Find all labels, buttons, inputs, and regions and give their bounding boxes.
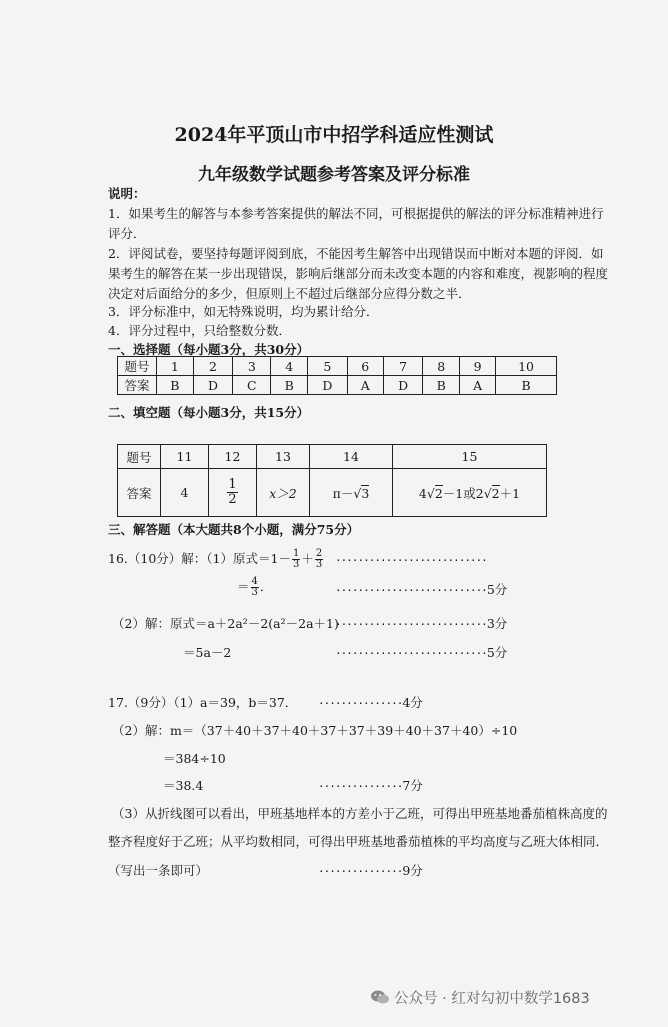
q17-part2-line3: ＝38.4 xyxy=(163,778,204,793)
answer-13: x＞2 xyxy=(257,469,310,517)
note-line: 决定对后面给分的多少，但原则上不超过后继部分应得分数之半． xyxy=(108,286,471,301)
q16-score-line: ··························· xyxy=(335,554,487,567)
answer-cell: D xyxy=(383,376,423,395)
answer-cell: B xyxy=(157,376,194,395)
notes-heading: 说明： xyxy=(108,186,146,201)
q17-score-line: ···············7分 xyxy=(318,778,423,793)
sqrt-icon: √ xyxy=(353,485,362,501)
question-number: 2 xyxy=(193,357,233,376)
question-number: 10 xyxy=(496,357,557,376)
q17-part2-line1: （2）解：m＝（37＋40＋37＋40＋37＋37＋39＋40＋37＋40）÷10 xyxy=(112,723,518,738)
q16-score-line: ···························3分 xyxy=(335,616,508,631)
answer-cell: A xyxy=(460,376,496,395)
note-line: 4．评分过程中，只给整数分数． xyxy=(108,323,291,338)
q16-part1-line2: ＝ $\frac{4}{3}$ ． xyxy=(237,576,273,598)
answer-cell: D xyxy=(193,376,233,395)
question-number: 4 xyxy=(271,357,308,376)
q16-part2-line1: （2）解：原式＝a＋2a²－2(a²－2a＋1) xyxy=(112,616,339,631)
fraction: $\frac{1}{2}$ xyxy=(228,477,237,507)
question-number: 3 xyxy=(233,357,271,376)
section3-heading: 三、解答题（本大题共8个小题，满分75分） xyxy=(108,522,360,537)
page-subtitle: 九年级数学试题参考答案及评分标准 xyxy=(198,165,470,185)
section1-heading: 一、选择题（每小题3分，共30分） xyxy=(108,342,310,357)
watermark: 公众号 · 红对勾初中数学1683 xyxy=(394,991,590,1007)
question-number: 8 xyxy=(423,357,460,376)
question-number: 11 xyxy=(161,445,209,469)
fraction: $\frac{1}{3}$ xyxy=(292,548,300,570)
note-line: 1．如果考生的解答与本参考答案提供的解法不同，可根据提供的解法的评分标准精神进行 xyxy=(108,206,604,221)
note-line: 评分． xyxy=(108,226,146,241)
q17-part2-line2: ＝384÷10 xyxy=(163,751,226,766)
choice-answer-table xyxy=(117,356,557,395)
answer-15: 4√2－1或2√2＋1 xyxy=(393,469,547,517)
q16-score-line: ···························5分 xyxy=(335,645,508,660)
question-number: 15 xyxy=(393,445,547,469)
question-number: 12 xyxy=(209,445,257,469)
question-number: 14 xyxy=(310,445,393,469)
q16-score-line: ···························5分 xyxy=(335,582,508,597)
answer-14: π－√3 xyxy=(310,469,393,517)
q17-score-line: ···············9分 xyxy=(318,863,423,878)
answer-cell: B xyxy=(496,376,557,395)
section2-heading: 二、填空题（每小题3分，共15分） xyxy=(108,405,310,420)
sqrt-icon: √ xyxy=(426,485,435,501)
q17-part3-line1: （3）从折线图可以看出，甲班基地样本的方差小于乙班，可得出甲班基地番茄植株高度的 xyxy=(112,806,608,821)
answer-12 xyxy=(209,469,257,517)
q16-part2-line2: ＝5a－2 xyxy=(183,645,232,660)
fraction: $\frac{4}{3}$ xyxy=(251,576,258,598)
row-label-number: 题号 xyxy=(118,357,157,376)
answer-cell: D xyxy=(308,376,348,395)
note-line: 2．评阅试卷，要坚持每题评阅到底，不能因考生解答中出现错误而中断对本题的评阅．如 xyxy=(108,246,604,261)
q17-part3-line3: （写出一条即可） xyxy=(108,863,209,878)
answer-11: 4 xyxy=(161,469,209,517)
q17-score-line: ···············4分 xyxy=(318,695,423,710)
question-number: 13 xyxy=(257,445,310,469)
fraction: $\frac{2}{3}$ xyxy=(315,548,323,570)
note-line: 3．评分标准中，如无特殊说明，均为累计给分． xyxy=(108,304,379,319)
row-label-number: 题号 xyxy=(118,445,161,469)
answer-cell: C xyxy=(233,376,271,395)
question-number: 6 xyxy=(347,357,383,376)
note-line: 果考生的解答在某一步出现错误，影响后继部分而未改变本题的内容和难度，视影响的程度 xyxy=(108,266,609,281)
question-number: 5 xyxy=(308,357,348,376)
row-label-answer: 答案 xyxy=(118,469,161,517)
wechat-icon xyxy=(370,989,390,1005)
q16-part1-line1: 16.（10分）解：（1）原式＝1－ $\frac{1}{3}$ ＋ $\frac{2}{3}$ xyxy=(108,548,323,570)
page-title: 2024年平顶山市中招学科适应性测试 xyxy=(174,124,494,146)
row-label-answer: 答案 xyxy=(118,376,157,395)
question-number: 1 xyxy=(157,357,194,376)
question-number: 7 xyxy=(383,357,423,376)
sqrt-icon: √ xyxy=(483,485,492,501)
answer-cell: B xyxy=(423,376,460,395)
q17-part1: 17.（9分）（1）a＝39，b＝37． xyxy=(108,695,298,710)
answer-cell: B xyxy=(271,376,308,395)
fill-answer-table xyxy=(117,444,547,517)
q17-part3-line2: 整齐程度好于乙班；从平均数相同，可得出甲班基地番茄植株的平均高度与乙班大体相同． xyxy=(108,834,609,849)
question-number: 9 xyxy=(460,357,496,376)
answer-cell: A xyxy=(347,376,383,395)
